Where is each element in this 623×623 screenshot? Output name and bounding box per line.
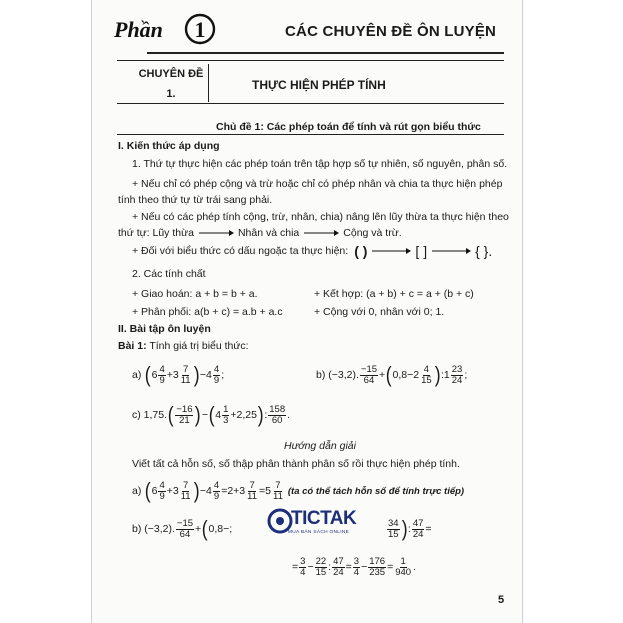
order-multiply: Nhân và chia	[237, 227, 300, 239]
exercise-1-text: Tính giá trị biểu thức:	[149, 340, 249, 352]
book-page	[91, 0, 523, 623]
property-associative: + Kết hợp: (a + b) + c = a + (b + c)	[314, 288, 474, 300]
section-1-p2a: + Nếu chỉ có phép cộng và trừ hoặc chỉ có phép nhân và chia ta thực hiện phép	[132, 178, 503, 190]
arrow-right-icon	[371, 247, 411, 255]
arrow-right-icon	[303, 229, 339, 237]
solution-a-note: (ta có thể tách hỗn số để tính trực tiếp)	[287, 485, 465, 497]
section-1-p1: 1. Thứ tự thực hiện các phép toán trên tập hợp số tự nhiên, số nguyên, phân số.	[132, 158, 508, 170]
label-c: c)	[132, 409, 141, 421]
subtopic-title: Chủ đề 1: Các phép toán để tính và rút gọn biểu thức	[216, 121, 481, 133]
topic-box-bottom	[117, 103, 504, 104]
arrow-right-icon	[431, 247, 471, 255]
label-b: b)	[316, 369, 326, 381]
exercise-1-title	[118, 340, 249, 352]
topic-number: 1.	[166, 88, 176, 100]
section-1-p3a: + Nếu có các phép tính cộng, trừ, nhân, chia) nâng lên lũy thừa ta thực hiện theo	[132, 211, 509, 223]
bracket-round: ( )	[354, 243, 368, 259]
label-a: a)	[132, 369, 142, 381]
section-1-p5: 2. Các tính chất	[132, 268, 206, 280]
solution-b-label: b)	[132, 523, 142, 535]
section-2-heading: II. Bài tập ôn luyện	[118, 323, 211, 335]
property-distributive: + Phân phối: a(b + c) = a.b + a.c	[132, 306, 283, 318]
chapter-underline	[147, 52, 504, 54]
property-identity: + Cộng với 0, nhân với 0; 1.	[314, 306, 445, 318]
solution-b-right: $\frac{34}{15}$ ) : $\frac{47}{24}$ =	[388, 516, 432, 541]
tictak-logo-text: TICTAK	[291, 508, 357, 529]
brackets-text: + Đối với biểu thức có dấu ngoặc ta thực hiện:	[132, 245, 349, 257]
part-badge	[112, 12, 224, 46]
topic-label: CHUYÊN ĐỀ	[138, 68, 204, 80]
arrow-right-icon	[198, 229, 234, 237]
subtopic-underline	[117, 134, 504, 135]
bracket-square: [ ]	[415, 243, 428, 259]
bracket-curly: { }.	[475, 243, 493, 259]
chapter-title: CÁC CHUYÊN ĐỀ ÔN LUYỆN	[285, 23, 497, 40]
exercise-a: a) ( 6 $\frac{4}{9}$ +3 $\frac{7}{11}$ ) −4 $\frac{4}{9}$ ;	[132, 362, 225, 387]
property-commutative: + Giao hoán: a + b = b + a.	[132, 288, 258, 300]
section-1-p2b: tính theo thứ tự từ trái sang phải.	[118, 194, 273, 206]
solution-a: a) ( 6 $\frac{4}{9}$ +3 $\frac{7}{11}$ ) −4 $\frac{4}{9}$ =2+3 $\frac{7}{11}$ =5 $\frac{7}{11}$ (ta có thể tách hỗn số để tính trực tiếp)	[132, 478, 465, 503]
exercise-1-label: Bài 1:	[118, 340, 147, 352]
solution-intro: Viết tất cả hỗn số, số thập phân thành phân số rồi thực hiện phép tính.	[132, 458, 460, 470]
section-1-p3b	[118, 227, 402, 239]
solution-b: b) (−3,2). $\frac{-15}{64}$ + ( 0,8−;	[132, 516, 233, 541]
page-number: 5	[498, 594, 505, 606]
solution-heading: Hướng dẫn giải	[284, 440, 356, 452]
topic-title: THỰC HIỆN PHÉP TÍNH	[252, 78, 386, 92]
part-word: Phần	[114, 17, 163, 42]
exercise-b: b) (−3,2). $\frac{-15}{64}$ + ( 0,8−2 $\frac{4}{15}$ ) :1 $\frac{23}{24}$ ;	[316, 362, 468, 387]
order-add: Cộng và trừ.	[343, 227, 402, 239]
solution-a-label: a)	[132, 485, 142, 497]
exercise-c: c) 1,75. ( $\frac{-16}{21}$ ) − ( 4 $\frac{1}{3}$ +2,25 ) : $\frac{158}{60}$ .	[132, 402, 291, 427]
part-number: 1	[194, 17, 206, 42]
section-1-heading: I. Kiến thức áp dụng	[118, 140, 220, 152]
section-1-p4	[132, 243, 492, 259]
topic-box-top	[117, 60, 504, 61]
solution-b-result: = $\frac{3}{4}$ − $\frac{22}{15}$ : $\frac{47}{24}$ = $\frac{3}{4}$ − $\frac{176}{235}$ = $\frac{1}{940}$ .	[292, 555, 417, 578]
tictak-logo-subtitle: MUA BÁN SÁCH ONLINE	[288, 530, 350, 535]
order-power: thứ tự: Lũy thừa	[118, 227, 194, 239]
